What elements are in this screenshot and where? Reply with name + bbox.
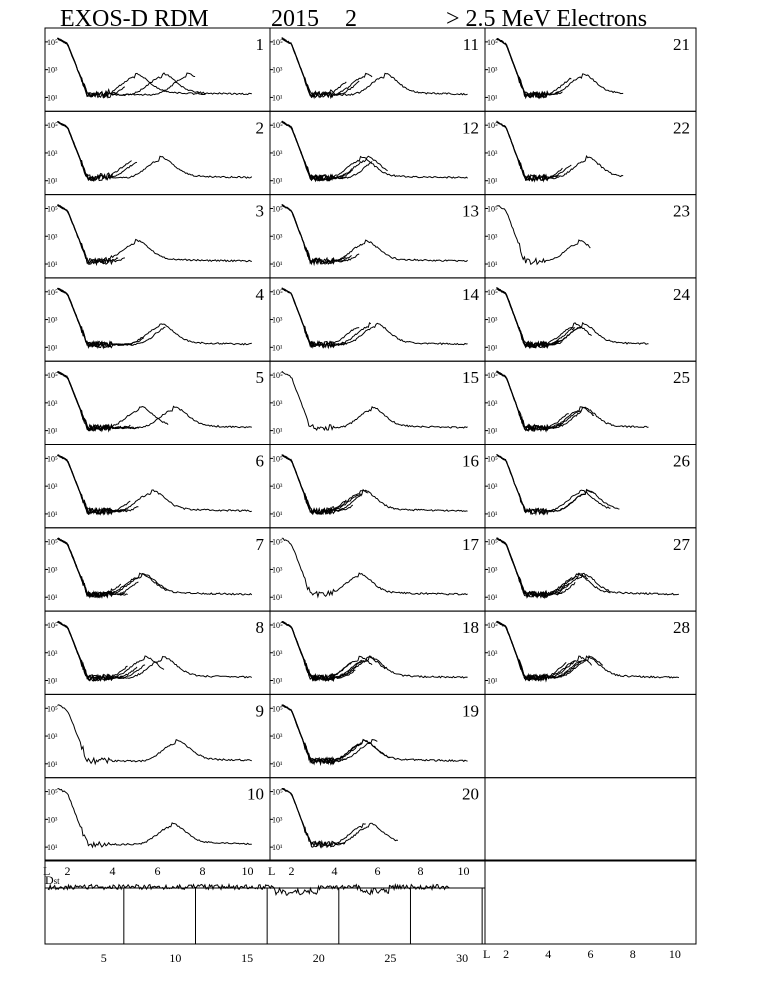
flux-series-line (282, 705, 390, 763)
y-tick-label: 10⁵ (272, 454, 283, 464)
dst-day-tick-label: 10 (169, 951, 182, 965)
flux-series-line (57, 455, 120, 514)
empty-panel-frame (485, 778, 696, 861)
y-tick-label: 10³ (272, 815, 283, 825)
flux-series-line (57, 372, 120, 431)
y-tick-label: 10⁵ (487, 537, 498, 547)
panel-day-9 (45, 694, 270, 777)
flux-series-line (497, 538, 588, 598)
panel-day-5 (45, 361, 270, 444)
flux-series-line (282, 538, 468, 597)
y-tick-label: 10¹ (487, 260, 498, 270)
flux-series-line (57, 622, 251, 681)
flux-series-line (497, 288, 649, 348)
flux-series-line (282, 121, 372, 180)
y-tick-label: 10⁵ (47, 620, 58, 630)
flux-series-line (57, 621, 123, 680)
y-tick-label: 10¹ (272, 426, 283, 436)
y-tick-label: 10⁵ (487, 204, 498, 214)
flux-series-line (57, 205, 118, 264)
y-tick-label: 10⁵ (272, 620, 283, 630)
l-axis-tick-label: 10 (668, 947, 681, 961)
flux-series-line (57, 539, 125, 597)
panel-day-label: 6 (255, 451, 264, 471)
panel-day-label: 19 (462, 701, 479, 721)
panel-day-label: 24 (673, 284, 690, 304)
y-tick-label: 10³ (272, 315, 283, 325)
l-axis-tick-label: 4 (331, 864, 338, 878)
y-tick-label: 10⁵ (47, 454, 58, 464)
flux-series-line (57, 205, 98, 263)
y-tick-label: 10⁵ (47, 204, 58, 214)
panel-day-19 (270, 694, 485, 777)
y-tick-label: 10⁵ (47, 121, 58, 131)
y-tick-label: 10⁵ (487, 371, 498, 381)
l-axis-tick-label: 2 (64, 864, 71, 878)
title-month: 2 (345, 6, 357, 32)
panel-day-26 (485, 445, 696, 528)
y-tick-label: 10¹ (47, 843, 58, 853)
flux-series-line (57, 38, 125, 97)
y-tick-label: 10³ (272, 398, 283, 408)
l-axis-tick-label: 10 (457, 864, 470, 878)
flux-series-line (57, 539, 251, 598)
flux-series-line (282, 371, 468, 430)
flux-series-line (282, 121, 347, 180)
flux-series-line (57, 455, 130, 514)
flux-series-line (497, 39, 563, 98)
y-tick-label: 10⁵ (272, 704, 283, 714)
panel-frame (270, 111, 485, 194)
y-tick-label: 10¹ (47, 93, 58, 103)
panel-day-label: 3 (255, 201, 264, 221)
y-tick-label: 10¹ (487, 426, 498, 436)
y-tick-label: 10¹ (272, 509, 283, 519)
y-tick-label: 10¹ (272, 93, 283, 103)
y-tick-label: 10³ (47, 482, 58, 492)
y-tick-label: 10¹ (487, 176, 498, 186)
y-tick-label: 10¹ (272, 176, 283, 186)
flux-series-line (282, 288, 347, 348)
panel-frame (270, 28, 485, 111)
panel-day-label: 17 (462, 534, 479, 554)
flux-series-line (57, 289, 125, 348)
flux-series-line (57, 122, 103, 181)
y-tick-label: 10⁵ (47, 37, 58, 47)
flux-series-line (282, 455, 369, 514)
y-tick-label: 10¹ (47, 426, 58, 436)
y-tick-label: 10³ (487, 648, 498, 658)
panel-frame (45, 778, 270, 861)
panel-frame (45, 611, 270, 694)
flux-series-line (282, 288, 468, 348)
l-axis-tick-label: 6 (374, 864, 381, 878)
dst-label: Dst (45, 873, 60, 887)
y-tick-label: 10¹ (272, 260, 283, 270)
panel-day-20 (270, 778, 485, 861)
y-tick-label: 10³ (487, 65, 498, 75)
y-tick-label: 10³ (487, 482, 498, 492)
y-tick-label: 10³ (272, 482, 283, 492)
y-tick-label: 10¹ (487, 676, 498, 686)
flux-series-line (497, 538, 679, 598)
flux-series-line (282, 455, 347, 514)
panel-frame (45, 445, 270, 528)
panel-day-24 (485, 278, 696, 361)
panel-frame (270, 778, 485, 861)
panel-day-label: 21 (673, 35, 690, 54)
y-tick-label: 10⁵ (47, 704, 58, 714)
title-year: 2015 (271, 6, 319, 32)
panel-day-label: 23 (673, 201, 690, 221)
y-tick-label: 10⁵ (47, 287, 58, 297)
panel-day-label: 22 (673, 118, 690, 138)
panel-day-2 (45, 111, 270, 194)
dst-label-sub: st (53, 876, 60, 886)
panel-frame (45, 278, 270, 361)
flux-series-line (282, 622, 372, 681)
panel-day-label: 14 (462, 284, 479, 304)
panel-frame (45, 361, 270, 444)
y-tick-label: 10³ (487, 315, 498, 325)
y-tick-label: 10³ (272, 148, 283, 158)
flux-series-line (57, 372, 168, 430)
flux-series-line (57, 622, 164, 681)
y-tick-label: 10³ (47, 315, 58, 325)
empty-panel-frame (485, 860, 696, 944)
flux-series-line (497, 455, 594, 514)
flux-series-line (497, 288, 582, 348)
flux-series-line (497, 454, 611, 514)
l-axis-label: L (268, 864, 276, 878)
y-tick-label: 10⁵ (272, 204, 283, 214)
y-tick-label: 10¹ (272, 343, 283, 353)
flux-series-line (57, 288, 143, 347)
y-tick-label: 10¹ (272, 676, 283, 686)
panel-day-21 (485, 28, 696, 111)
panel-day-label: 1 (255, 35, 264, 54)
panel-day-11 (270, 28, 485, 111)
flux-series-line (497, 538, 611, 596)
flux-series-line (497, 288, 592, 348)
panel-day-3 (45, 195, 270, 278)
y-tick-label: 10¹ (47, 260, 58, 270)
flux-series-line (282, 705, 468, 763)
flux-series-line (282, 205, 468, 265)
panel-frame (270, 361, 485, 444)
l-axis-tick-label: 6 (587, 947, 594, 961)
l-axis-tick-label: 8 (629, 947, 636, 961)
y-tick-label: 10³ (272, 732, 283, 742)
dst-day-tick-label: 25 (384, 951, 397, 965)
panel-day-1 (45, 28, 270, 111)
flux-series-line (497, 206, 591, 265)
y-tick-label: 10³ (487, 398, 498, 408)
panel-day-22 (485, 111, 696, 194)
flux-series-line (497, 39, 559, 98)
y-tick-label: 10³ (47, 565, 58, 575)
panel-frame (270, 195, 485, 278)
y-tick-label: 10⁵ (47, 537, 58, 547)
y-tick-label: 10⁵ (487, 620, 498, 630)
y-tick-label: 10⁵ (47, 371, 58, 381)
y-tick-label: 10¹ (47, 593, 58, 603)
panel-frame (485, 611, 696, 694)
panel-frame (485, 528, 696, 611)
panel-day-label: 27 (673, 534, 690, 554)
panel-day-27 (485, 528, 696, 611)
l-axis-tick-label: 2 (503, 947, 510, 961)
y-tick-label: 10¹ (487, 509, 498, 519)
l-axis-col-2 (268, 864, 470, 878)
y-tick-label: 10⁵ (487, 454, 498, 464)
l-axis-tick-label: 8 (417, 864, 424, 878)
panel-day-label: 8 (255, 618, 264, 638)
panel-frame (270, 278, 485, 361)
y-tick-label: 10¹ (47, 676, 58, 686)
panel-frame (45, 195, 270, 278)
panel-day-label: 13 (462, 201, 479, 221)
flux-series-line (497, 621, 679, 681)
flux-series-line (497, 371, 563, 431)
flux-series-line (57, 122, 93, 181)
l-axis-tick-label: 4 (109, 864, 116, 878)
y-tick-label: 10¹ (47, 176, 58, 186)
panel-day-13 (270, 195, 485, 278)
flux-series-line (282, 705, 378, 764)
flux-series-line (57, 789, 251, 848)
flux-series-line (57, 38, 251, 98)
y-tick-label: 10¹ (272, 759, 283, 769)
flux-series-line (282, 288, 359, 348)
panel-day-label: 25 (673, 368, 690, 388)
flux-series-line (57, 455, 251, 514)
l-axis-tick-label: 10 (241, 864, 254, 878)
flux-series-line (57, 372, 138, 431)
panel-day-6 (45, 445, 270, 528)
y-tick-label: 10⁵ (487, 287, 498, 297)
panel-frame (270, 694, 485, 777)
flux-series-line (57, 622, 127, 681)
y-tick-label: 10⁵ (47, 787, 58, 797)
panel-day-label: 15 (462, 368, 479, 388)
dst-day-tick-label: 15 (241, 951, 254, 965)
flux-series-line (282, 455, 362, 514)
flux-series-line (497, 621, 575, 680)
flux-series-line (57, 372, 127, 430)
dst-index-panel (45, 860, 696, 965)
y-tick-label: 10³ (47, 398, 58, 408)
flux-series-line (282, 38, 372, 98)
y-tick-label: 10³ (47, 815, 58, 825)
panel-day-17 (270, 528, 485, 611)
panel-frame (45, 694, 270, 777)
panel-frame (270, 528, 485, 611)
y-tick-label: 10¹ (272, 593, 283, 603)
panel-frame (485, 111, 696, 194)
y-tick-label: 10³ (272, 232, 283, 242)
panel-day-label: 7 (255, 534, 264, 554)
flux-series-line (282, 121, 468, 181)
panel-day-15 (270, 361, 485, 444)
y-tick-label: 10⁵ (272, 537, 283, 547)
panel-day-label: 2 (255, 118, 264, 138)
y-tick-label: 10¹ (487, 343, 498, 353)
flux-series-line (57, 538, 138, 597)
dst-day-tick-label: 5 (100, 951, 107, 965)
l-axis-label: L (43, 864, 51, 878)
flux-series-line (497, 621, 603, 680)
y-tick-label: 10¹ (47, 343, 58, 353)
flux-series-line (57, 455, 127, 514)
panel-frame (485, 195, 696, 278)
panel-frame (45, 528, 270, 611)
y-tick-label: 10⁵ (487, 37, 498, 47)
l-axis-tick-label: 2 (288, 864, 295, 878)
flux-series-line (497, 288, 559, 347)
flux-series-line (57, 121, 251, 180)
panel-day-label: 11 (462, 35, 479, 54)
flux-series-line (497, 371, 594, 431)
panel-frame (270, 611, 485, 694)
flux-series-line (497, 288, 575, 347)
panel-day-10 (45, 778, 270, 861)
flux-series-line (282, 789, 366, 847)
empty-panel-frame (485, 694, 696, 777)
flux-series-line (497, 371, 649, 431)
panel-day-8 (45, 611, 270, 694)
y-tick-label: 10¹ (487, 593, 498, 603)
y-tick-label: 10¹ (487, 93, 498, 103)
y-tick-label: 10³ (47, 65, 58, 75)
y-tick-label: 10³ (47, 648, 58, 658)
flux-series-line (57, 38, 195, 98)
flux-series-line (497, 371, 582, 430)
y-tick-label: 10⁵ (272, 787, 283, 797)
panel-day-12 (270, 111, 485, 194)
flux-series-line (57, 288, 251, 347)
y-tick-label: 10⁵ (272, 371, 283, 381)
panel-frame (270, 445, 485, 528)
flux-series-line (282, 205, 347, 264)
y-tick-label: 10³ (272, 565, 283, 575)
dst-series-line (48, 885, 449, 896)
flux-series-line (57, 288, 165, 347)
dst-day-tick-label: 30 (456, 951, 469, 965)
panel-day-label: 28 (673, 618, 690, 638)
flux-series-line (282, 705, 347, 764)
panel-day-28 (485, 611, 696, 694)
flux-series-line (282, 288, 371, 347)
y-tick-label: 10⁵ (272, 287, 283, 297)
y-tick-label: 10³ (47, 732, 58, 742)
flux-series-line (282, 121, 388, 181)
daily-panels (45, 28, 696, 861)
panel-frame (485, 445, 696, 528)
panel-frame (45, 28, 270, 111)
flux-series-line (57, 539, 127, 597)
flux-series-line (57, 705, 251, 764)
flux-series-line (497, 621, 592, 680)
flux-series-line (282, 622, 362, 681)
flux-series-line (282, 789, 345, 848)
l-axis-col-1 (43, 864, 254, 878)
panel-day-25 (485, 361, 696, 444)
title-channel: > 2.5 MeV Electrons (446, 6, 648, 32)
y-tick-label: 10⁵ (272, 37, 283, 47)
panel-frame (485, 278, 696, 361)
panel-day-label: 20 (462, 784, 479, 804)
flux-series-line (497, 538, 563, 597)
panel-day-label: 18 (462, 618, 479, 638)
axis-labels (43, 864, 681, 961)
flux-series-line (57, 539, 120, 598)
flux-series-line (282, 789, 398, 848)
panel-day-14 (270, 278, 485, 361)
panel-day-label: 5 (255, 368, 264, 388)
panel-frame (485, 361, 696, 444)
l-axis-tick-label: 6 (154, 864, 161, 878)
panel-day-7 (45, 528, 270, 611)
title-instrument: EXOS-D RDM (60, 6, 209, 32)
dst-day-tick-label: 20 (312, 951, 325, 965)
flux-series-line (282, 38, 468, 98)
l-axis-col-3 (483, 947, 681, 961)
flux-series-line (57, 205, 251, 264)
panel-day-label: 26 (673, 451, 690, 471)
panel-day-18 (270, 611, 485, 694)
flux-series-line (282, 38, 347, 98)
y-tick-label: 10⁵ (272, 121, 283, 131)
y-tick-label: 10¹ (47, 509, 58, 519)
y-tick-label: 10³ (272, 65, 283, 75)
l-axis-tick-label: 4 (545, 947, 552, 961)
panel-day-label: 10 (247, 784, 264, 804)
flux-series-line (57, 622, 145, 681)
y-tick-label: 10³ (487, 232, 498, 242)
y-tick-label: 10³ (47, 232, 58, 242)
y-tick-label: 10⁵ (487, 121, 498, 131)
l-axis-tick-label: 8 (199, 864, 206, 878)
flux-series-line (497, 122, 559, 181)
panel-day-label: 16 (462, 451, 479, 471)
panel-day-23 (485, 195, 696, 278)
panel-frame (485, 28, 696, 111)
panel-day-16 (270, 445, 485, 528)
y-tick-label: 10¹ (272, 843, 283, 853)
panel-day-label: 4 (255, 284, 264, 304)
flux-series-line (57, 539, 168, 597)
y-tick-label: 10³ (47, 148, 58, 158)
l-axis-label: L (483, 947, 491, 961)
y-tick-label: 10³ (487, 148, 498, 158)
y-tick-label: 10¹ (47, 759, 58, 769)
y-tick-label: 10³ (487, 565, 498, 575)
flux-series-line (282, 622, 385, 681)
panel-frame (45, 111, 270, 194)
flux-series-line (497, 39, 550, 98)
panel-day-4 (45, 278, 270, 361)
panel-day-label: 9 (255, 701, 264, 721)
y-tick-label: 10³ (272, 648, 283, 658)
panel-day-label: 12 (462, 118, 479, 138)
